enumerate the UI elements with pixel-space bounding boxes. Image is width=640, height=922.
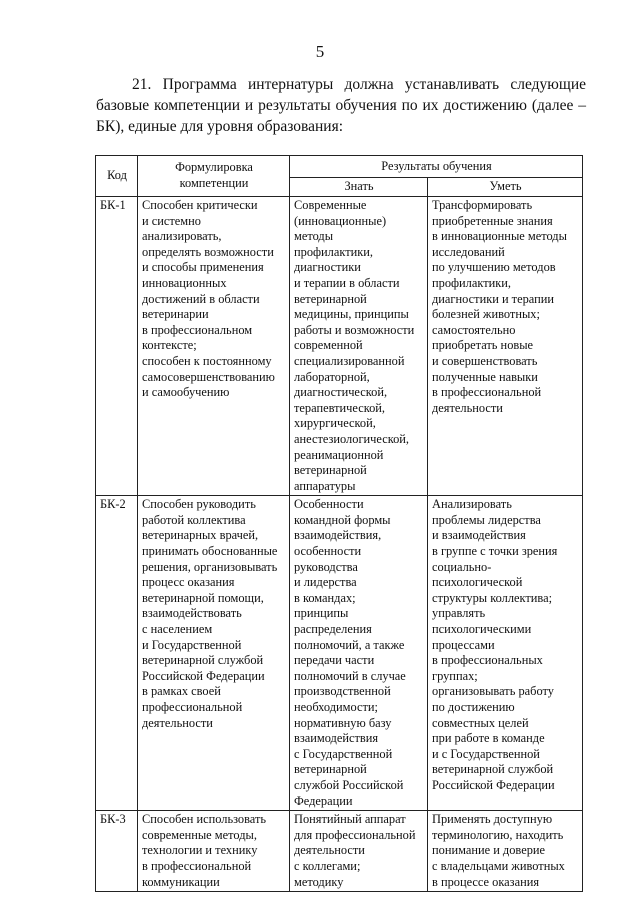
- cell-line: лабораторной,: [294, 369, 370, 384]
- cell-line: организовывать работу: [432, 684, 554, 699]
- cell-line: медицины, принципы: [294, 307, 409, 322]
- row-know: [290, 496, 428, 811]
- cell-line: болезней животных;: [432, 307, 540, 322]
- cell-line: руководства: [294, 559, 358, 574]
- cell-line: процессами: [432, 637, 495, 652]
- header-results: Результаты обучения: [290, 156, 583, 178]
- table-header-row: [96, 156, 583, 178]
- table-row: [96, 811, 583, 892]
- cell-line: и терапии в области: [294, 275, 400, 290]
- cell-line: и системно: [142, 213, 201, 228]
- cell-line: анестезиологической,: [294, 431, 410, 446]
- cell-line: Способен использовать: [142, 812, 267, 827]
- cell-line: деятельности: [294, 843, 365, 858]
- cell-line: решения, организовывать: [142, 559, 278, 574]
- cell-line: методы: [294, 229, 334, 244]
- cell-line: социально-: [432, 559, 492, 574]
- row-code: БК-3: [96, 811, 138, 892]
- cell-line: полномочий, а также: [294, 637, 405, 652]
- cell-line: аппаратуры: [294, 478, 356, 493]
- cell-line: в профессиональных: [432, 653, 543, 668]
- header-skill: Уметь: [428, 178, 583, 197]
- cell-line: взаимодействия: [294, 731, 379, 746]
- cell-line: полученные навыки: [432, 369, 538, 384]
- cell-line: и способы применения: [142, 260, 264, 275]
- cell-line: Применять доступную: [432, 812, 553, 827]
- cell-line: деятельности: [432, 400, 503, 415]
- cell-line: деятельности: [142, 715, 213, 730]
- cell-line: ветеринарии: [142, 307, 209, 322]
- cell-line: коммуникации: [142, 874, 220, 889]
- cell-line: службой Российской: [294, 777, 404, 792]
- cell-line: диагностики: [294, 260, 361, 275]
- cell-line: психологическими: [432, 622, 532, 637]
- cell-line: ветеринарной службой: [142, 653, 264, 668]
- cell-line: методику: [294, 874, 344, 889]
- cell-line: определять возможности: [142, 244, 274, 259]
- cell-line: проблемы лидерства: [432, 512, 541, 527]
- cell-line: Российской Федерации: [142, 668, 265, 683]
- cell-line: с населением: [142, 622, 213, 637]
- cell-line: технологии и технику: [142, 843, 258, 858]
- cell-line: и самообучению: [142, 385, 230, 400]
- row-formulation: [138, 197, 290, 496]
- cell-line: ветеринарной: [294, 762, 367, 777]
- table-row: [96, 496, 583, 811]
- cell-line: реанимационной: [294, 447, 384, 462]
- cell-line: ветеринарной службой: [432, 762, 554, 777]
- cell-line: современные методы,: [142, 827, 257, 842]
- header-code: Код: [96, 156, 138, 197]
- cell-line: и с Государственной: [432, 746, 540, 761]
- cell-line: и взаимодействия: [432, 528, 526, 543]
- row-skill: [428, 197, 583, 496]
- cell-line: Понятийный аппарат: [294, 812, 406, 827]
- row-know: [290, 811, 428, 892]
- cell-line: специализированной: [294, 353, 405, 368]
- cell-line: диагностической,: [294, 385, 388, 400]
- cell-line: структуры коллектива;: [432, 590, 553, 605]
- cell-line: диагностики и терапии: [432, 291, 555, 306]
- cell-line: распределения: [294, 622, 372, 637]
- header-formulation: Формулировка компетенции: [138, 156, 290, 197]
- cell-line: работой коллектива: [142, 512, 246, 527]
- cell-line: в инновационные методы: [432, 229, 567, 244]
- cell-line: полномочий в случае: [294, 668, 406, 683]
- cell-line: профессиональной: [142, 700, 243, 714]
- cell-line: достижений в области: [142, 291, 260, 306]
- intro-line-3: БК), единые для уровня образования:: [96, 118, 344, 135]
- row-formulation: [138, 811, 290, 892]
- cell-line: производственной: [294, 684, 391, 699]
- cell-line: необходимости;: [294, 700, 378, 714]
- cell-line: с Государственной: [294, 746, 393, 761]
- competencies-table: [95, 155, 583, 892]
- cell-line: в профессиональном: [142, 322, 253, 337]
- cell-line: Особенности: [294, 497, 364, 512]
- cell-line: ветеринарной помощи,: [142, 590, 264, 605]
- cell-line: работы и возможности: [294, 322, 415, 337]
- cell-line: современной: [294, 338, 363, 353]
- cell-line: взаимодействовать: [142, 606, 242, 621]
- cell-line: самостоятельно: [432, 322, 516, 337]
- cell-line: понимание и доверие: [432, 843, 546, 858]
- cell-line: Анализировать: [432, 497, 512, 512]
- cell-line: при работе в команде: [432, 731, 545, 746]
- cell-line: ветеринарной: [294, 463, 367, 478]
- row-code: БК-1: [96, 197, 138, 496]
- row-code: БК-2: [96, 496, 138, 811]
- cell-line: контексте;: [142, 338, 197, 353]
- cell-line: нормативную базу: [294, 715, 392, 730]
- cell-line: передачи части: [294, 653, 375, 668]
- intro-paragraph: [96, 74, 586, 137]
- cell-line: психологической: [432, 575, 523, 590]
- cell-line: Способен руководить: [142, 497, 256, 512]
- cell-line: командной формы: [294, 512, 391, 527]
- cell-line: принципы: [294, 606, 349, 621]
- row-skill: [428, 496, 583, 811]
- cell-line: хирургической,: [294, 416, 376, 431]
- cell-line: терминологию, находить: [432, 827, 564, 842]
- cell-line: Российской Федерации: [432, 777, 555, 792]
- cell-line: и лидерства: [294, 575, 357, 590]
- cell-line: для профессиональной: [294, 827, 416, 842]
- cell-line: и совершенствовать: [432, 353, 538, 368]
- cell-line: в группе с точки зрения: [432, 544, 558, 559]
- cell-line: способен к постоянному: [142, 353, 272, 368]
- cell-line: в профессиональной: [142, 858, 252, 873]
- intro-line-1: 21. Программа интернатуры должна устанавливать следующие: [132, 76, 586, 93]
- cell-line: в процессе оказания: [432, 874, 540, 889]
- table-row: [96, 197, 583, 496]
- cell-line: принимать обоснованные: [142, 544, 278, 559]
- cell-line: по улучшению методов: [432, 260, 556, 275]
- cell-line: в профессиональной: [432, 385, 542, 400]
- cell-line: самосовершенствованию: [142, 369, 275, 384]
- cell-line: инновационных: [142, 275, 227, 290]
- cell-line: профилактики,: [432, 275, 512, 290]
- cell-line: с владельцами животных: [432, 858, 565, 873]
- cell-line: в командах;: [294, 590, 356, 605]
- intro-line-2: базовые компетенции и результаты обучения по их достижению (далее –: [96, 97, 586, 114]
- cell-line: Способен критически: [142, 198, 258, 212]
- cell-line: взаимодействия,: [294, 528, 382, 543]
- row-know: [290, 197, 428, 496]
- cell-line: Трансформировать: [432, 198, 533, 212]
- page-number: 5: [315, 42, 325, 61]
- cell-line: Современные: [294, 198, 367, 212]
- cell-line: профилактики,: [294, 244, 374, 259]
- row-formulation: [138, 496, 290, 811]
- cell-line: и Государственной: [142, 637, 242, 652]
- cell-line: (инновационные): [294, 213, 387, 228]
- cell-line: совместных целей: [432, 715, 529, 730]
- cell-line: исследований: [432, 244, 505, 259]
- cell-line: Федерации: [294, 793, 353, 808]
- row-skill: [428, 811, 583, 892]
- cell-line: процесс оказания: [142, 575, 235, 590]
- cell-line: в рамках своей: [142, 684, 221, 699]
- cell-line: группах;: [432, 668, 478, 683]
- cell-line: с коллегами;: [294, 858, 361, 873]
- cell-line: управлять: [432, 606, 486, 621]
- cell-line: по достижению: [432, 700, 515, 714]
- cell-line: особенности: [294, 544, 362, 559]
- header-know: Знать: [290, 178, 428, 197]
- cell-line: анализировать,: [142, 229, 222, 244]
- cell-line: ветеринарных врачей,: [142, 528, 259, 543]
- cell-line: ветеринарной: [294, 291, 367, 306]
- cell-line: терапевтической,: [294, 400, 386, 415]
- cell-line: приобретать новые: [432, 338, 534, 353]
- cell-line: приобретенные знания: [432, 213, 553, 228]
